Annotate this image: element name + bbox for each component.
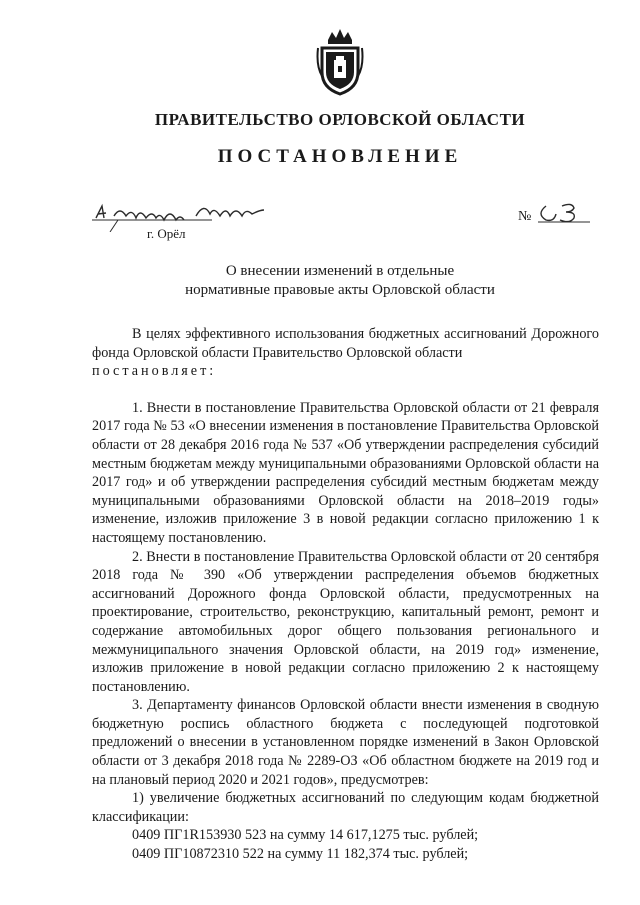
resolves-word: постановляет: [92, 363, 217, 380]
handwritten-number [538, 200, 594, 228]
coat-of-arms-icon [316, 26, 364, 96]
document-body [92, 325, 599, 864]
subject-line-2: нормативные правовые акты Орловской области [185, 282, 495, 298]
city-label: г. Орёл [147, 226, 186, 241]
item-3-paragraph: 3. Департаменту финансов Орловской области внести изменения в сводную бюджетную роспись областного бюджета с последующей подготовкой предложений о внесении в установленном порядке изменений в Закон Орловской области от 3 декабря 2018 года № 2289-ОЗ «Об областном бюджете на 2019 год и на плановый период 2020 и 2021 годов», предусмотрев: [92, 697, 599, 788]
budget-code-line-b: 0409 ПГ10872310 522 на сумму 11 182,374 тыс. рублей; [132, 846, 469, 863]
budget-code-line-a: 0409 ПГ1R153930 523 на сумму 14 617,1275 тыс. рублей; [132, 827, 479, 844]
subject-line-1: О внесении изменений в отдельные [225, 263, 455, 279]
handwritten-date [92, 196, 282, 232]
organization-title: ПРАВИТЕЛЬСТВО ОРЛОВСКОЙ ОБЛАСТИ [154, 110, 526, 129]
preamble-paragraph: В целях эффективного использования бюджетных ассигнований Дорожного фонда Орловской области Правительство Орловской области [92, 326, 599, 361]
item-2-paragraph: 2. Внести в постановление Правительства Орловской области от 20 сентября 2018 года № 390 «Об утверждении распределения объемов бюджетных ассигнований Дорожного фонда Орловской области, предусмотренных на проектирование, строительство, реконструкцию, капитальный ремонт, ремонт и содержание автомобильных дорог общего пользования регионального и межмуниципального значения Орловской области, на 2019 год» изменение, изложив приложение в новой редакции согласно приложению 2 к настоящему постановлению. [92, 548, 599, 695]
item-3-1-paragraph: 1) увеличение бюджетных ассигнований по следующим кодам бюджетной классификации: [92, 790, 599, 825]
item-1-paragraph: 1. Внести в постановление Правительства Орловской области от 21 февраля 2017 года № 53 «О внесении изменения в постановление Правительства Орловской области от 28 декабря 2016 года № 537 «Об утверждении распределения субсидий местным бюджетам между муниципальными образованиями Орловской области на 2017 год» и об утверждении распределения субсидий местным бюджетам между муниципальными образованиями Орловской области на 2018–2019 годы» изменение, изложив приложение 3 в новой редакции согласно приложению 1 к настоящему постановлению. [92, 399, 599, 546]
number-label: № [518, 209, 532, 224]
document-type: ПОСТАНОВЛЕНИЕ [217, 146, 463, 167]
document-subject [180, 262, 500, 300]
